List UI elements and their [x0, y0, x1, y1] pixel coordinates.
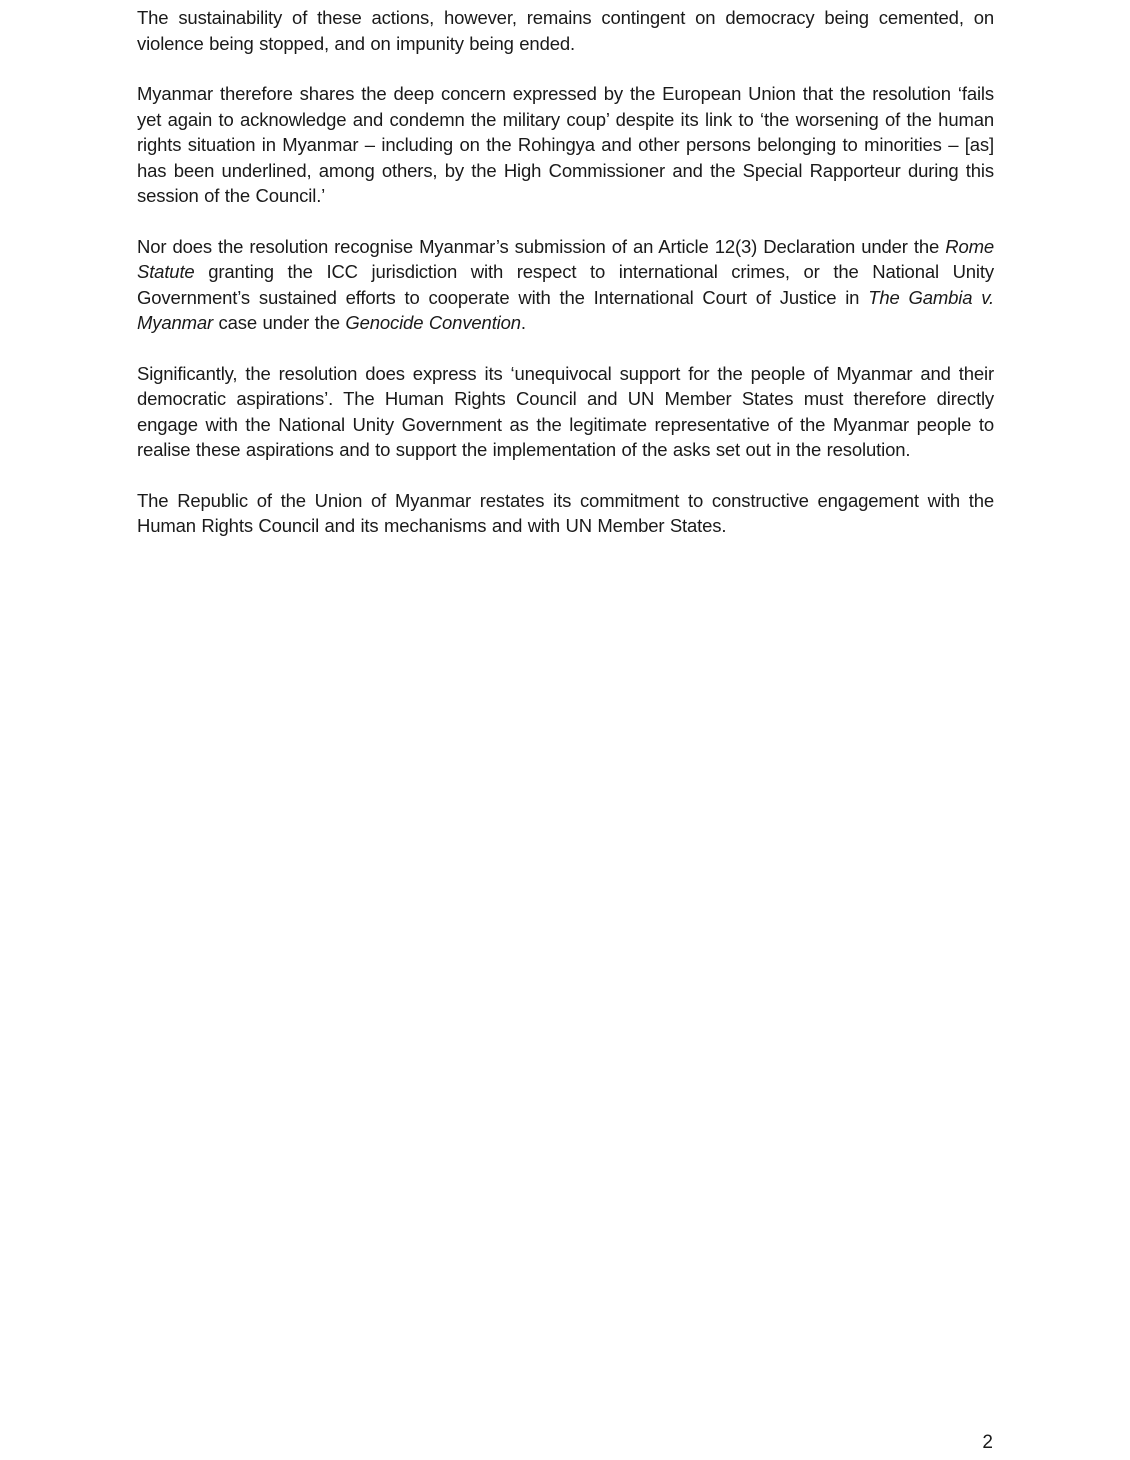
- paragraph-support: [137, 361, 994, 463]
- italic-text-run: The Gambia v. Myanmar: [137, 286, 994, 333]
- text-run: granting the ICC jurisdiction with respect to international crimes, or the National Unity Government’s sustained efforts to cooperate with the International Court of Justice in: [137, 261, 994, 308]
- text-run: Significantly, the resolution does express its ‘unequivocal support for the people of Myanmar and their democratic aspirations’. The Human Rights Council and UN Member States must therefore directly engage with the National Unity Government as the legitimate representative of the Myanmar people to realise these aspirations and to support the implementation of the asks set out in the resolution.: [137, 362, 994, 460]
- paragraph-eu-concern: [137, 81, 994, 209]
- italic-text-run: Rome Statute: [137, 235, 994, 282]
- text-run: .: [520, 312, 526, 333]
- italic-text-run: Genocide Convention: [345, 312, 521, 333]
- text-run: The sustainability of these actions, however, remains contingent on democracy being cemented, on violence being stopped, and on impunity being ended.: [137, 7, 994, 54]
- page-number: 2: [982, 1432, 993, 1453]
- text-run: Myanmar therefore shares the deep concern expressed by the European Union that the resolution ‘fails yet again to acknowledge and condemn the military coup’ despite its link to ‘the worsening of the human rights situation in Myanmar – including on the Rohingya and other persons belonging to minorities – [as] has been underlined, among others, by the High Commissioner and the Special Rapporteur during this session of the Council.’: [137, 83, 994, 206]
- text-run: case under the: [213, 312, 346, 333]
- paragraph-commitment: [137, 488, 994, 539]
- text-run: The Republic of the Union of Myanmar restates its commitment to constructive engagement with the Human Rights Council and its mechanisms and with UN Member States.: [137, 489, 994, 536]
- document-body: [137, 5, 994, 564]
- paragraph-icc-declaration: [137, 234, 994, 336]
- paragraph-sustainability: [137, 5, 994, 56]
- text-run: Nor does the resolution recognise Myanmar’s submission of an Article 12(3) Declaration under the: [137, 235, 946, 257]
